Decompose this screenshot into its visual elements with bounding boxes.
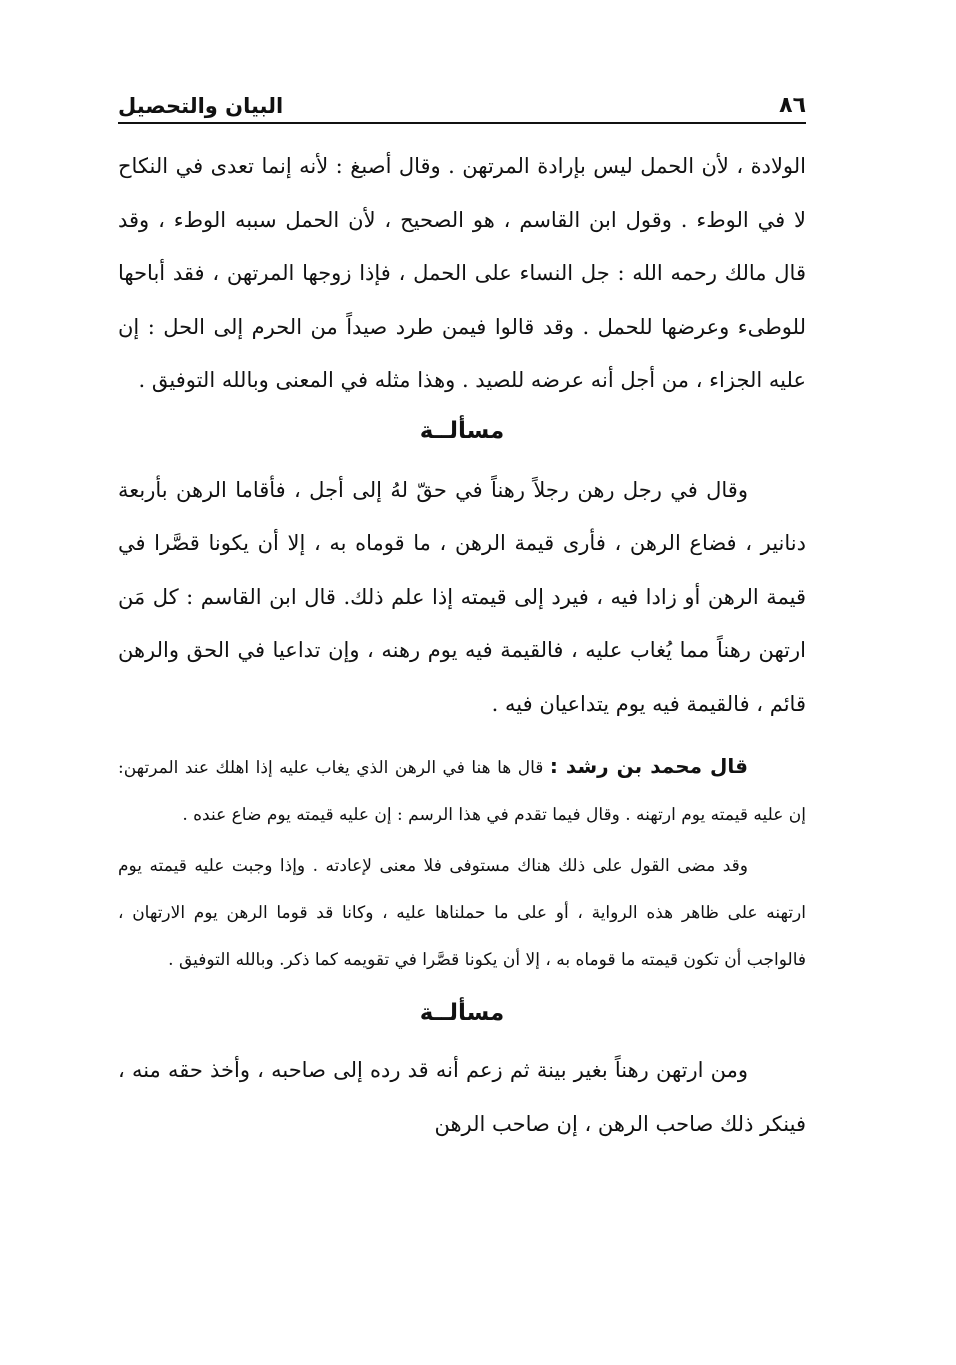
commentary-text: قال ها هنا في الرهن الذي يغاب عليه إذا اهلك عند المرتهن: إن عليه قيمته يوم ارتهنه . وقال فيما تقدم في هذا الرسم : إن عليه قيمته يوم ضاع عنده . (118, 758, 806, 825)
section-heading-masala: مسألــة (419, 417, 505, 444)
page-body (118, 140, 806, 1151)
paragraph-continuation: الولادة ، لأن الحمل ليس بإرادة المرتهن . وقال أصبغ : لأنه إنما تعدى في النكاح لا في الوطء . وقول ابن القاسم ، هو الصحيح ، لأن الحمل سببه الوطء ، وقد قال مالك رحمه الله : جل النساء على الحمل ، فإذا زوجها المرتهن ، فقد أباحها للوطىء وعرضها للحمل . وقد قالوا فيمن طرد صيداً من الحرم إلى الحل : إن عليه الجزاء ، من أجل أنه عرضه للصيد . وهذا مثله في المعنى وبالله التوفيق . (118, 154, 806, 392)
section-heading-masala-2: مسألــة (419, 1000, 505, 1026)
commentator-name: قال محمد بن رشد : (549, 754, 748, 778)
running-header (118, 82, 806, 124)
page-number: ٨٦ (779, 93, 806, 118)
paragraph-question: وقال في رجل رهن رجلاً رهناً في حقّ لهُ إلى أجل ، فأقاما الرهن بأربعة دنانير ، فضاع الرهن ، فأرى قيمة الرهن ، ما قوماه به ، إلا أن يكونا قصَّرا في قيمة الرهن أو زادا فيه ، فيرد إلى قيمته إذا علم ذلك. قال ابن القاسم : كل مَن ارتهن رهناً مما يُغاب عليه ، فالقيمة فيه يوم رهنه ، وإن تداعيا في الحق والرهن قائم ، فالقيمة فيه يوم يتداعيان فيه . (118, 477, 806, 716)
paragraph-commentary-continued: وقد مضى القول على ذلك هناك مستوفى فلا معنى لإعادته . وإذا وجبت عليه قيمته يوم ارتهنه على ظاهر هذه الرواية ، أو على ما حملناها عليه ، وكانا قد قوما الرهن يوم الارتهان ، فالواجب أن تكون قيمته ما قوماه به ، إلا أن يكونا قصَّرا في تقويمه كما ذكر. وبالله التوفيق . (118, 856, 806, 970)
paragraph-question-2: ومن ارتهن رهناً بغير بينة ثم زعم أنه قد رده إلى صاحبه ، وأخذ حقه منه ، فينكر ذلك صاحب الرهن ، إن صاحب الرهن (118, 1058, 806, 1136)
book-title: البيان والتحصيل (118, 94, 284, 118)
paragraph-commentary (118, 743, 806, 839)
